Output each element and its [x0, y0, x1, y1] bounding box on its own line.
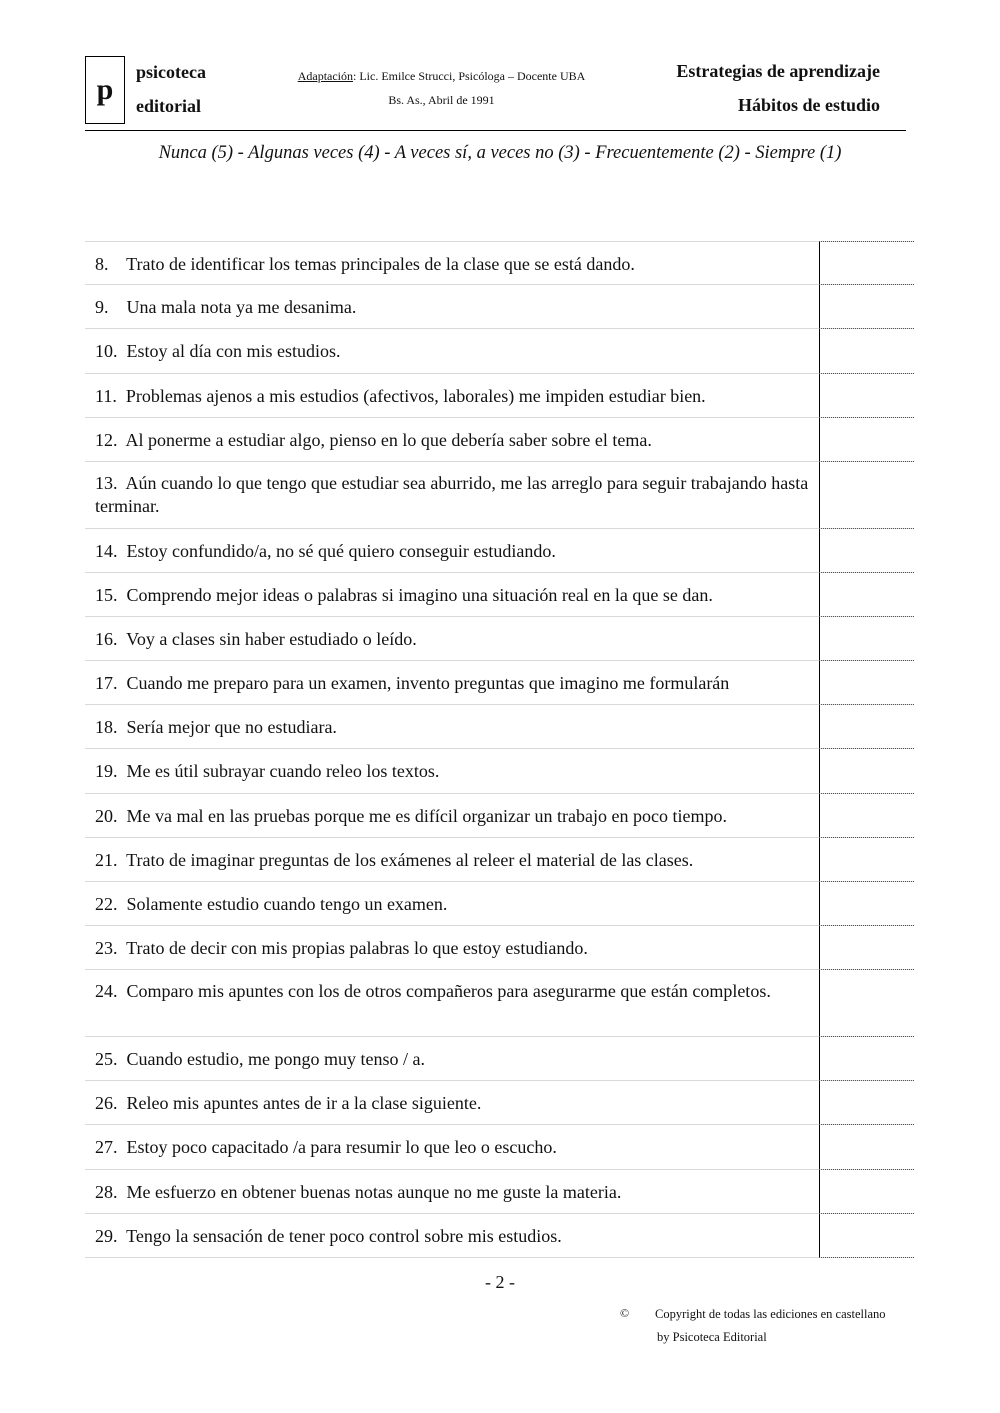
copyright-line2: by Psicoteca Editorial	[657, 1330, 767, 1344]
question-row	[85, 617, 914, 661]
question-text: 26. Releo mis apuntes antes de ir a la clase siguiente.	[95, 1093, 482, 1114]
document-title: Estrategias de aprendizaje	[676, 61, 880, 81]
question-row	[85, 329, 914, 373]
question-row	[85, 1081, 914, 1125]
copyright-line1: Copyright de todas las ediciones en castellano	[655, 1307, 886, 1321]
question-row	[85, 661, 914, 705]
question-text: 22. Solamente estudio cuando tengo un examen.	[95, 894, 448, 915]
question-row	[85, 573, 914, 617]
question-text: 11. Problemas ajenos a mis estudios (afectivos, laborales) me impiden estudiar bien.	[95, 385, 706, 406]
logo-letter: p	[96, 73, 114, 106]
question-row	[85, 374, 914, 418]
question-row	[85, 1170, 914, 1214]
question-row	[85, 1125, 914, 1169]
question-row	[85, 418, 914, 462]
question-text: 17. Cuando me preparo para un examen, invento preguntas que imagino me formularán	[95, 673, 730, 694]
question-row	[85, 1037, 914, 1081]
question-text: 24. Comparo mis apuntes con los de otros compañeros para asegurarme que están completos.	[95, 981, 771, 1002]
question-text: 25. Cuando estudio, me pongo muy tenso / a.	[95, 1049, 425, 1069]
question-text: 8. Trato de identificar los temas principales de la clase que se está dando.	[95, 254, 635, 274]
question-text: 29. Tengo la sensación de tener poco control sobre mis estudios.	[95, 1225, 562, 1246]
question-row	[85, 705, 914, 749]
brand-name-line1: psicoteca	[136, 62, 206, 82]
adaptation-credit	[265, 69, 618, 84]
header-divider	[85, 130, 906, 131]
adaptation-text: : Lic. Emilce Strucci, Psicóloga – Docente UBA	[353, 69, 586, 83]
question-row	[85, 749, 914, 793]
question-row	[85, 882, 914, 926]
adaptation-label: Adaptación	[297, 69, 354, 83]
question-row	[85, 794, 914, 838]
question-text: 15. Comprendo mejor ideas o palabras si imagino una situación real en la que se dan.	[95, 584, 713, 605]
question-text: 16. Voy a clases sin haber estudiado o leído.	[95, 628, 417, 649]
scale-legend: Nunca (5) - Algunas veces (4) - A veces sí, a veces no (3) - Frecuentemente (2) - Siempre (1)	[158, 143, 842, 163]
question-text: 18. Sería mejor que no estudiara.	[95, 717, 337, 738]
question-text: 21. Trato de imaginar preguntas de los exámenes al releer el material de las clases.	[95, 849, 694, 870]
question-text: 19. Me es útil subrayar cuando releo los textos.	[95, 761, 440, 782]
question-row	[85, 970, 914, 1037]
question-text: 10. Estoy al día con mis estudios.	[95, 341, 341, 362]
question-text: 13. Aún cuando lo que tengo que estudiar sea aburrido, me las arreglo para seguir trabajando hasta terminar.	[95, 472, 813, 516]
copyright-symbol: ©	[620, 1306, 630, 1320]
question-row	[85, 529, 914, 573]
question-text: 9. Una mala nota ya me desanima.	[95, 297, 357, 318]
question-row	[85, 285, 914, 329]
question-row	[85, 926, 914, 970]
answer-top-line	[819, 241, 914, 242]
question-row	[85, 838, 914, 882]
document-subtitle: Hábitos de estudio	[737, 95, 880, 115]
question-text: 14. Estoy confundido/a, no sé qué quiero conseguir estudiando.	[95, 540, 556, 561]
question-text: 12. Al ponerme a estudiar algo, pienso en lo que debería saber sobre el tema.	[95, 429, 652, 450]
page-header	[85, 56, 906, 130]
question-text: 20. Me va mal en las pruebas porque me es difícil organizar un trabajo en poco tiempo.	[95, 805, 727, 826]
publisher-logo	[85, 56, 125, 124]
question-row	[85, 241, 914, 285]
question-text: 27. Estoy poco capacitado /a para resumir lo que leo o escucho.	[95, 1137, 557, 1158]
question-row	[85, 462, 914, 529]
page-number: - 2 -	[485, 1272, 515, 1292]
question-row	[85, 1214, 914, 1258]
question-text: 28. Me esfuerzo en obtener buenas notas aunque no me guste la materia.	[95, 1181, 622, 1202]
answer-line[interactable]	[819, 1257, 914, 1258]
question-text: 23. Trato de decir con mis propias palabras lo que estoy estudiando.	[95, 938, 588, 959]
place-date: Bs. As., Abril de 1991	[388, 93, 495, 107]
questionnaire-table	[85, 241, 914, 1258]
brand-name-line2: editorial	[136, 96, 201, 116]
